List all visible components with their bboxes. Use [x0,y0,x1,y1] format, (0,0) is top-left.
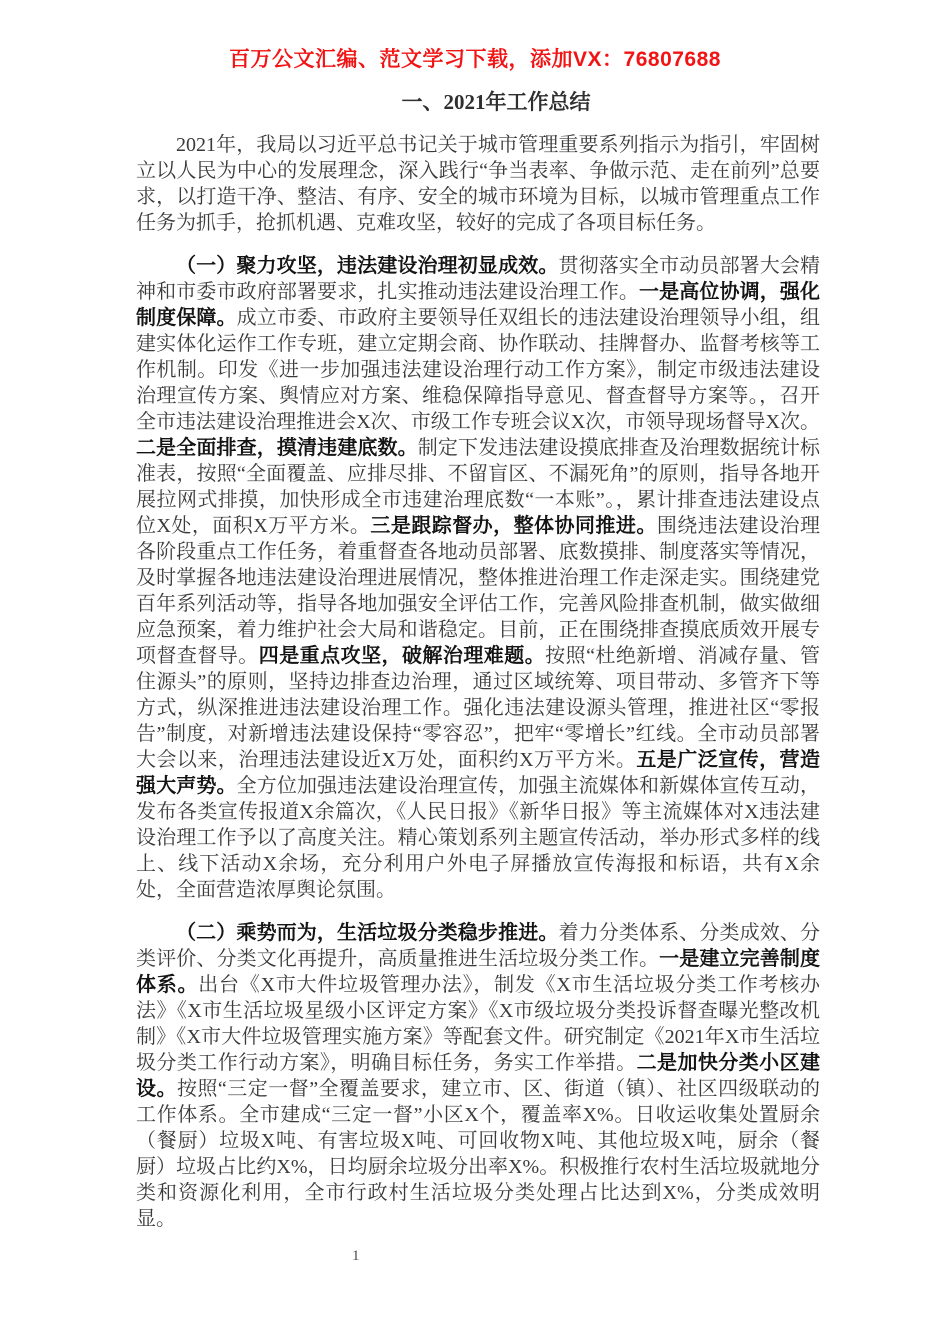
bold-run: 四是重点攻坚，破解治理难题。 [258,645,546,667]
bold-run: 一是建立完善制度体系。 [136,948,821,996]
promo-header-text: 百万公文汇编、范文学习下载，添加VX：76807688 [229,48,721,71]
text-run: 出台《X市大件垃圾管理办法》，制发《X市生活垃圾分类工作考核办法》《X市生活垃圾星级小区评定方案》《X市级垃圾分类投诉督查曝光整改机制》《X市大件垃圾管理实施方案》等配套文件。研究制定《2021年X市生活垃圾分类工作行动方案》，明确目标任务，务实工作举措。 [136,974,821,1074]
bold-run: （一）聚力攻坚，违法建设治理初显成效。 [176,255,559,277]
document-body [136,132,820,1232]
text-run: 按照“三定一督”全覆盖要求，建立市、区、街道（镇）、社区四级联动的工作体系。全市建成“三定一督”小区X个，覆盖率X%。日收运收集处置厨余（餐厨）垃圾X吨、有害垃圾X吨、可回收物X吨、其他垃圾X吨，厨余（餐厨）垃圾占比约X%，日均厨余垃圾分出率X%。积极推行农村生活垃圾就地分类和资源化利用，全市行政村生活垃圾分类处理占比达到X%，分类成效明显。 [136,1078,821,1230]
bold-run: 三是跟踪督办，整体协同推进。 [370,515,657,537]
text-run: 着力分类体系、分类成效、分类评价、分类文化再提升，高质量推进生活垃圾分类工作。 [136,922,821,970]
bold-run: 一是高位协调，强化制度保障。 [136,281,821,329]
page-number: 1 [352,1248,360,1264]
text-run: 2021年，我局以习近平总书记关于城市管理重要系列指示为指引，牢固树立以人民为中心的发展理念，深入践行“争当表率、争做示范、走在前列”总要求，以打造干净、整洁、有序、安全的城市环境为目标，以城市管理重点工作任务为抓手，抢抓机遇、克难攻坚，较好的完成了各项目标任务。 [136,134,820,234]
bold-run: 二是全面排查，摸清违建底数。 [136,437,418,459]
bold-run: （二）乘势而为，生活垃圾分类稳步推进。 [176,922,559,944]
bold-run: 二是加快分类小区建设。 [136,1052,821,1100]
paragraph [136,920,820,1232]
page-title: 一、2021年工作总结 [401,90,591,114]
text-run: 贯彻落实全市动员部署大会精神和市委市政府部署要求，扎实推动违法建设治理工作。 [136,255,821,303]
text-run: 按照“杜绝新增、消减存量、管住源头”的原则，坚持边排查边治理，通过区域统筹、项目带动、多管齐下等方式，纵深推进违法建设治理工作。强化违法建设源头管理，推进社区“零报告”制度，对新增违法建设保持“零容忍”，把牢“零增长”红线。全市动员部署大会以来，治理违法建设近X万处，面积约X万平方米。 [136,645,821,771]
bold-run: 五是广泛宣传，营造强大声势。 [136,749,821,797]
text-run: 全方位加强违法建设治理宣传，加强主流媒体和新媒体宣传互动，发布各类宣传报道X余篇次，《人民日报》《新华日报》等主流媒体对X违法建设治理工作予以了高度关注。精心策划系列主题宣传活动，举办形式多样的线上、线下活动X余场，充分利用户外电子屏播放宣传海报和标语，共有X余处，全面营造浓厚舆论氛围。 [136,775,821,901]
text-run: 制定下发违法建设摸底排查及治理数据统计标准表，按照“全面覆盖、应排尽排、不留盲区、不漏死角”的原则，指导各地开展拉网式排摸，加快形成全市违建治理底数“一本账”。，累计排查违法建设点位X处，面积X万平方米。 [136,437,821,537]
paragraph [136,132,820,236]
paragraph [136,253,820,903]
text-run: 成立市委、市政府主要领导任双组长的违法建设治理领导小组，组建实体化运作工作专班，建立定期会商、协作联动、挂牌督办、监督考核等工作机制。印发《进一步加强违法建设治理行动工作方案》，制定市级违法建设治理宣传方案、舆情应对方案、维稳保障指导意见、督查督导方案等。，召开全市违法建设治理推进会X次、市级工作专班会议X次，市领导现场督导X次。 [136,307,821,433]
text-run: 围绕违法建设治理各阶段重点工作任务，着重督查各地动员部署、底数摸排、制度落实等情况，及时掌握各地违法建设治理进展情况，整体推进治理工作走深走实。围绕建党百年系列活动等，指导各地加强安全评估工作，完善风险排查机制，做实做细应急预案，着力维护社会大局和谐稳定。目前，正在围绕排查摸底质效开展专项督查督导。 [136,515,821,667]
